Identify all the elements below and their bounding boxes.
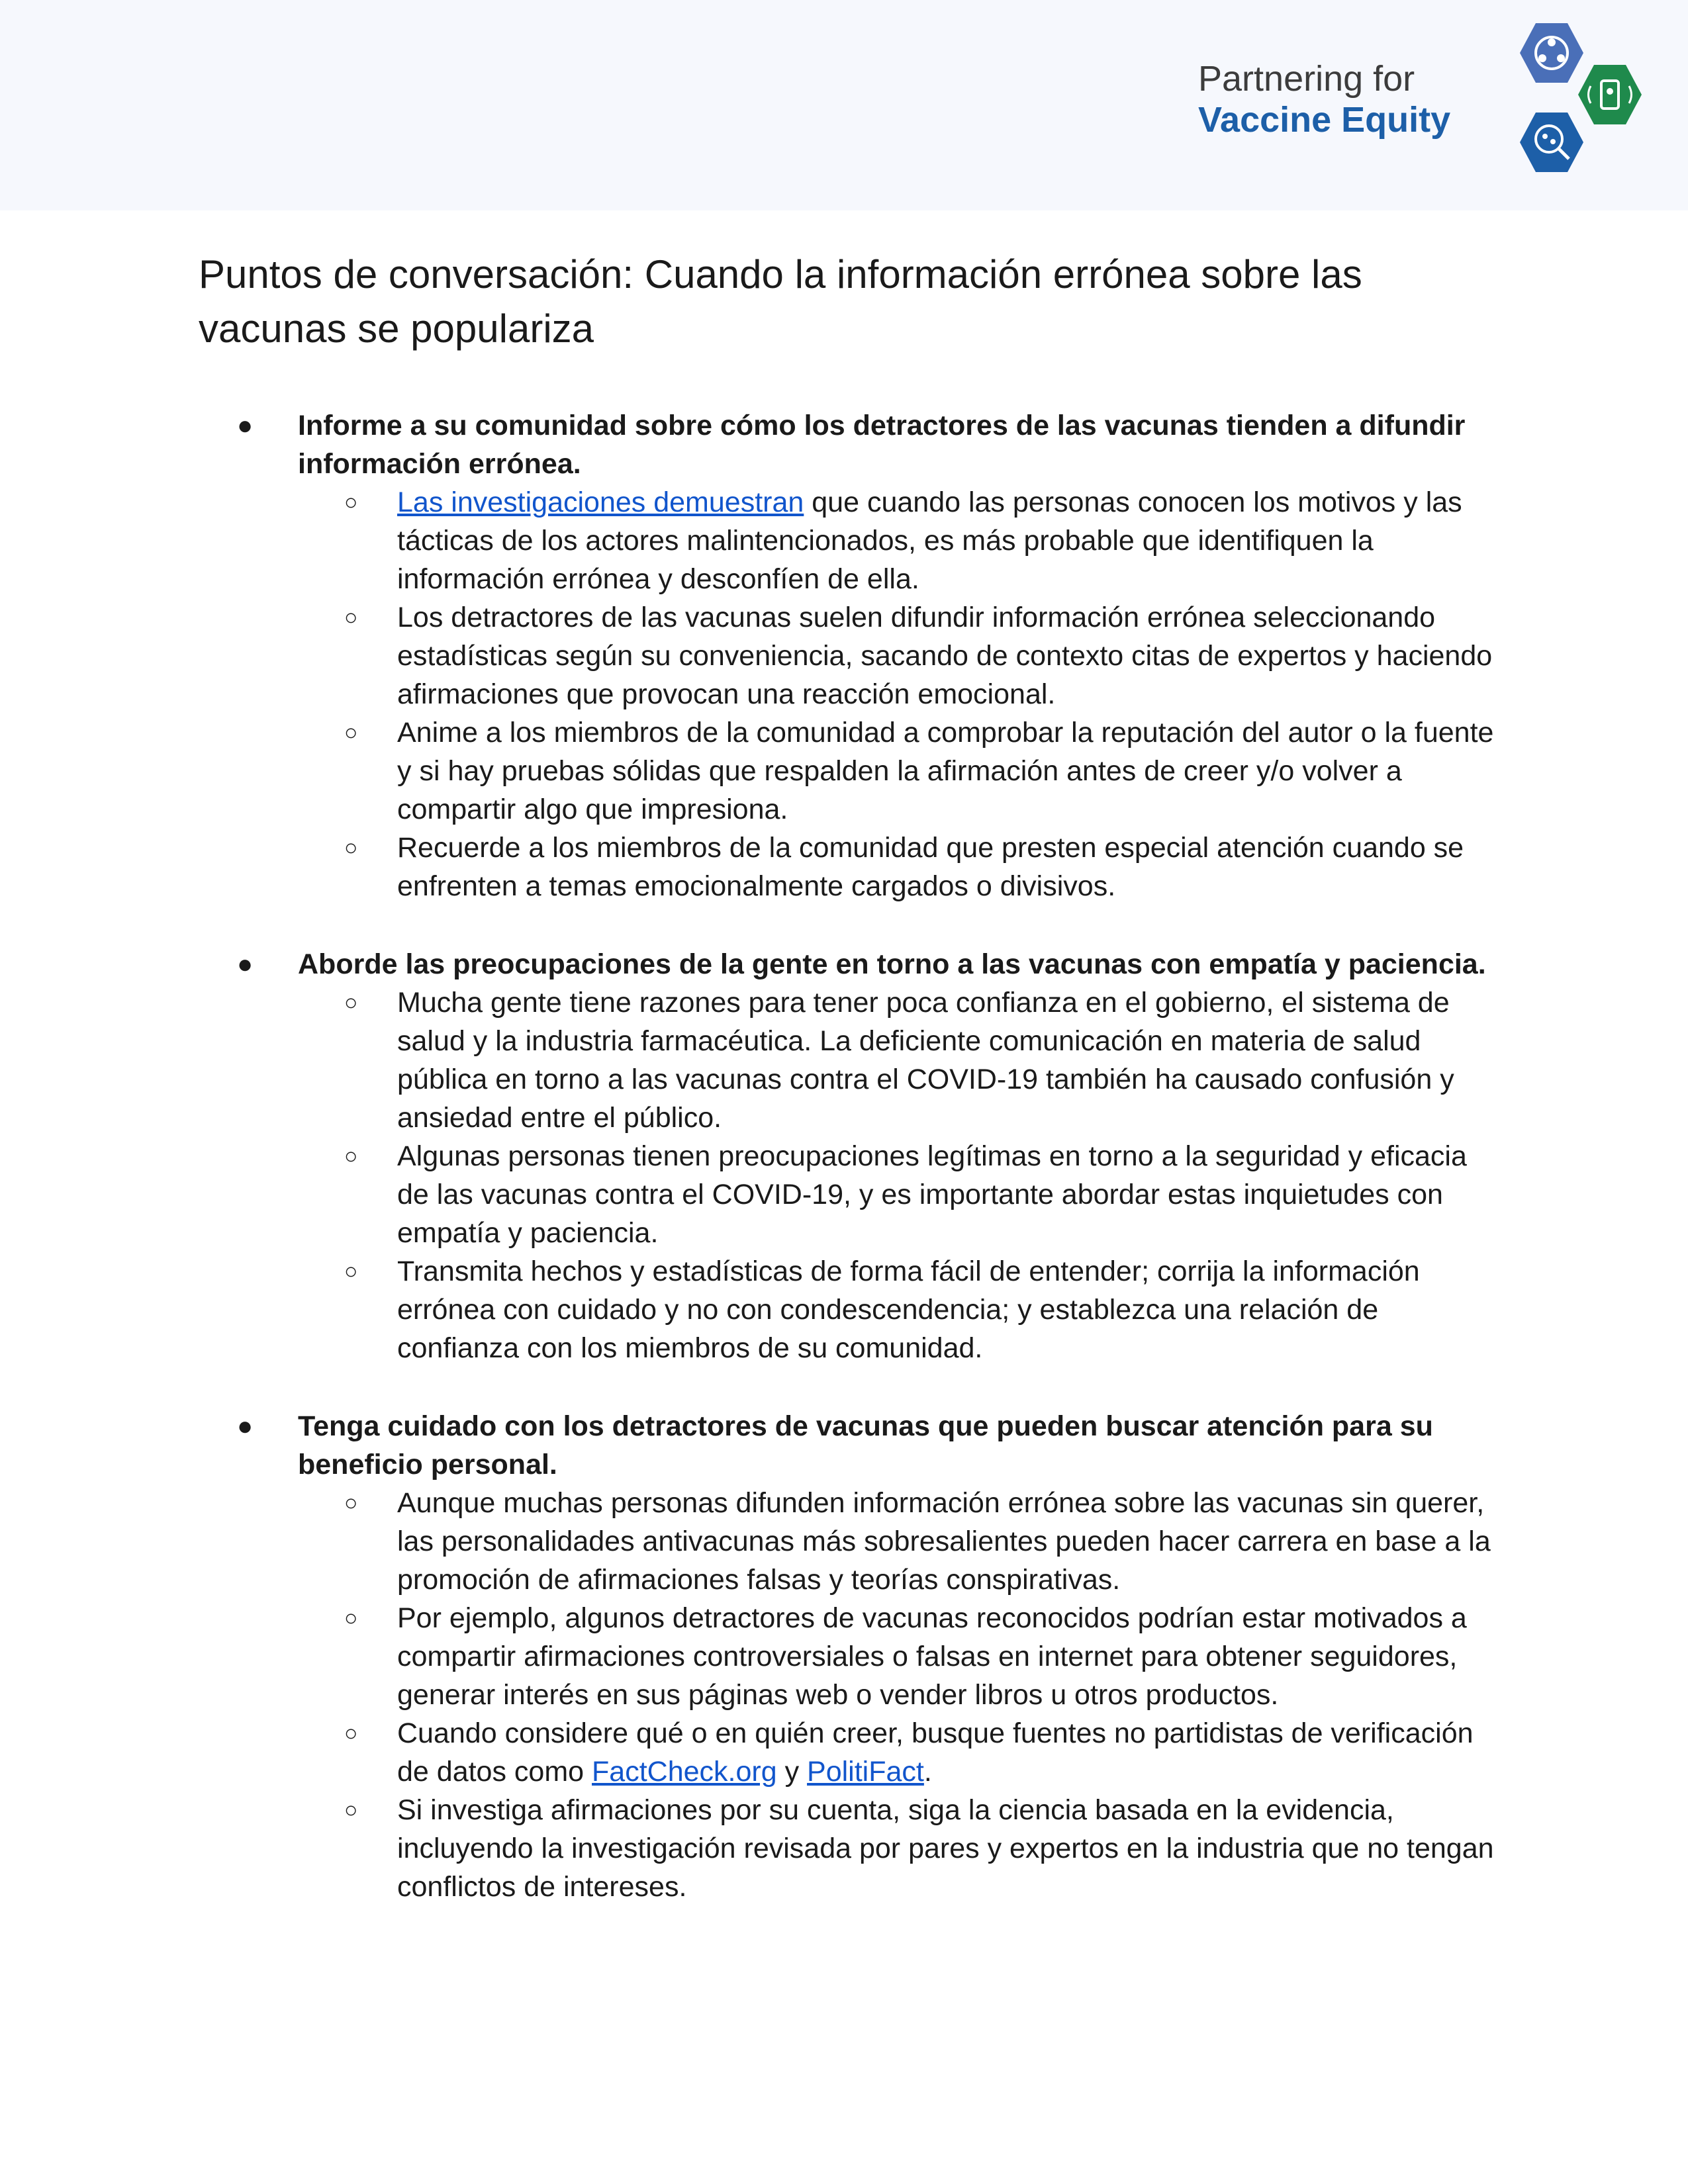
- sub-item-text: Mucha gente tiene razones para tener poca confianza en el gobierno, el sistema de salud y la industria farmacéutica. La deficiente comunicación en materia de salud pública en torno a las vacunas contra el COVID-19 también ha causado confusión y ansiedad entre el público.: [397, 987, 1454, 1134]
- sub-item: [199, 483, 1496, 598]
- sub-bullet-circle-icon: ○: [344, 1490, 358, 1516]
- page-title: Puntos de conversación: Cuando la información errónea sobre las vacunas se populariza: [199, 252, 1362, 351]
- sub-list: [199, 483, 1496, 905]
- sub-item-text-post: .: [923, 1756, 932, 1788]
- sub-item-text: Algunas personas tienen preocupaciones legítimas en torno a la seguridad y eficacia de las vacunas contra el COVID-19, y es importante abordar estas inquietudes con empatía y paciencia.: [397, 1140, 1467, 1249]
- sub-item-text: Si investiga afirmaciones por su cuenta, siga la ciencia basada en la evidencia, incluyendo la investigación revisada por pares y expertos en la industria que no tengan conflictos de intereses.: [397, 1794, 1494, 1903]
- bullet-dot-icon: ●: [237, 1412, 254, 1441]
- header-band: [0, 0, 1688, 210]
- section-inform-community: [199, 406, 1496, 905]
- sub-list: [199, 1484, 1496, 1906]
- bullet-item: [199, 1407, 1496, 1484]
- sub-bullet-circle-icon: ○: [344, 1606, 358, 1631]
- brand-line-vaccine-equity: Vaccine Equity: [1198, 100, 1451, 140]
- sub-item: [199, 983, 1496, 1137]
- section-heading: Aborde las preocupaciones de la gente en torno a las vacunas con empatía y paciencia.: [298, 948, 1486, 980]
- sub-bullet-circle-icon: ○: [344, 990, 358, 1015]
- bullet-item: [199, 406, 1496, 483]
- sub-item-text-rest: que cuando las personas conocen los motivos y las tácticas de los actores malintencionados, es más probable que identifiquen la información errónea y desconfíen de ella.: [397, 486, 1462, 595]
- bullet-dot-icon: ●: [237, 411, 254, 440]
- document-body: [199, 248, 1496, 1946]
- sub-item-text: Anime a los miembros de la comunidad a comprobar la reputación del autor o la fuente y si hay pruebas sólidas que respalden la afirmación antes de creer y/o volver a compartir algo que impresiona.: [397, 717, 1494, 825]
- sub-item-text: [397, 1714, 1496, 1791]
- sub-bullet-circle-icon: ○: [344, 835, 358, 860]
- sub-bullet-circle-icon: ○: [344, 1721, 358, 1746]
- hexagon-community-icon: [1520, 23, 1583, 83]
- sub-item-text-mid: y: [776, 1756, 808, 1788]
- sub-item: [199, 1714, 1496, 1791]
- hexagon-cluster-logo-icon: [1495, 20, 1660, 179]
- sub-item: [199, 1252, 1496, 1367]
- sub-item: [199, 1137, 1496, 1252]
- sub-item: [199, 1484, 1496, 1599]
- sub-bullet-circle-icon: ○: [344, 1144, 358, 1169]
- sub-bullet-circle-icon: ○: [344, 1259, 358, 1284]
- sub-bullet-circle-icon: ○: [344, 1797, 358, 1823]
- sub-item-text: Recuerde a los miembros de la comunidad que presten especial atención cuando se enfrenten a temas emocionalmente cargados o divisivos.: [397, 832, 1464, 902]
- sub-item-text: Transmita hechos y estadísticas de forma fácil de entender; corrija la información errónea con cuidado y no con condescendencia; y establezca una relación de confianza con los miembros de su comunidad.: [397, 1255, 1420, 1364]
- sub-bullet-circle-icon: ○: [344, 605, 358, 630]
- sub-list: [199, 983, 1496, 1367]
- link-factcheck[interactable]: FactCheck.org: [592, 1756, 777, 1788]
- link-investigaciones[interactable]: Las investigaciones demuestran: [397, 486, 804, 518]
- section-address-concerns: [199, 945, 1496, 1367]
- bullet-item: [199, 945, 1496, 983]
- section-heading: Tenga cuidado con los detractores de vacunas que pueden buscar atención para su beneficio personal.: [298, 1410, 1433, 1480]
- sub-item-text: [397, 483, 1496, 598]
- sub-item-text: Aunque muchas personas difunden información errónea sobre las vacunas sin querer, las personalidades antivacunas más sobresalientes pueden hacer carrera en base a la promoción de afirmaciones falsas y teorías conspirativas.: [397, 1487, 1491, 1596]
- section-personal-gain: [199, 1407, 1496, 1906]
- sub-item-text: Por ejemplo, algunos detractores de vacunas reconocidos podrían estar motivados a compartir afirmaciones controversiales o falsas en internet para obtener seguidores, generar interés en sus páginas web o vender libros u otros productos.: [397, 1602, 1467, 1711]
- brand-wordmark: [1198, 58, 1489, 140]
- link-politifact[interactable]: PolitiFact: [807, 1756, 924, 1788]
- sub-item: [199, 713, 1496, 829]
- sub-item: [199, 829, 1496, 905]
- sub-item-text: Los detractores de las vacunas suelen difundir información errónea seleccionando estadísticas según su conveniencia, sacando de contexto citas de expertos y haciendo afirmaciones que provocan una reacción emocional.: [397, 602, 1493, 710]
- bullet-dot-icon: ●: [237, 950, 254, 979]
- sub-item-text-pre: Cuando considere qué o en quién creer, busque fuentes no partidistas de verificación de datos como: [397, 1717, 1474, 1788]
- brand-line-partnering: Partnering for: [1198, 59, 1415, 99]
- sub-item: [199, 598, 1496, 713]
- sub-bullet-circle-icon: ○: [344, 490, 358, 515]
- sub-item: [199, 1791, 1496, 1906]
- sub-item: [199, 1599, 1496, 1714]
- sub-bullet-circle-icon: ○: [344, 720, 358, 745]
- section-heading: Informe a su comunidad sobre cómo los detractores de las vacunas tienden a difundir información errónea.: [298, 410, 1466, 480]
